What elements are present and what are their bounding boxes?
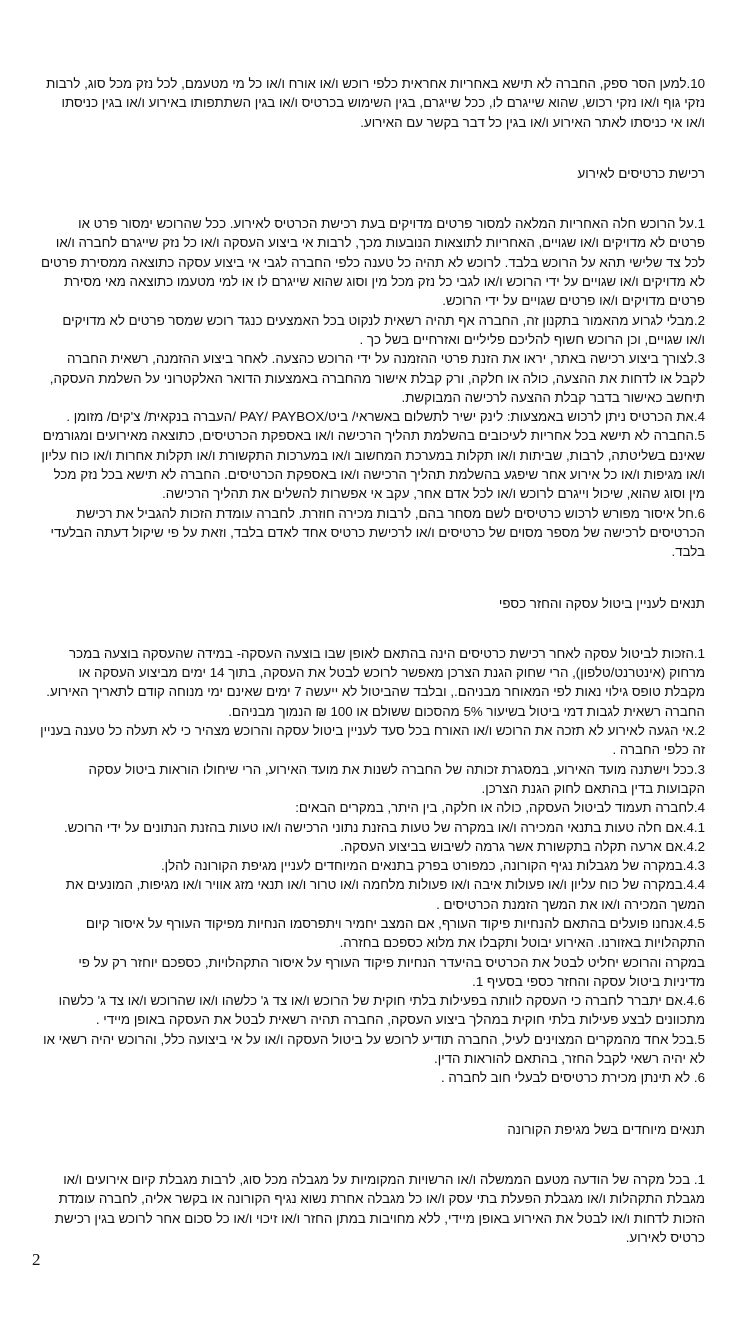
corona-clause-1: 1. בכל מקרה של הודעה מטעם הממשלה ו/או הרשויות המקומיות על מגבלה מכל סוג, לרבות מגבלת קיום אירועים ו/או מגבלת התקהלות ו/או מגבלת הפעלת בתי עסק ו/או כל מגבלה אחרת נשוא נגיף הקורונה או בקשר אליה, לחברה עומדת הזכות לדחות ו/או לבטל את האירוע באופן מיידי, ללא מחויבות במתן החזר ו/או זיכוי ו/או כל סכום אחר לרוכש בגין רכישת כרטיס לאירוע. (54, 1171, 705, 1245)
cancel-clause-4-5-note: במקרה והרוכש יחליט לבטל את הכרטיס בהיעדר הנחיות פיקוד העורף על איסור התקהלויות, כספכם יוחזר רק על פי מדיניות ביטול עסקה והחזר כספי בסעיף 1. (78, 954, 705, 989)
cancel-clause-4-4: 4.4.במקרה של כוח עליון ו/או פעולות איבה ו/או פעולות מלחמה ו/או טרור ו/או תנאי מזג אוויר ו/או מגיפות, המונעים את המשך המכירה ו/או את המשך הזמנת הכרטיסים . (65, 877, 705, 912)
cancel-clause-4-1: 4.1.אם חלה טעות בתנאי המכירה ו/או במקרה של טעות בהזנת נתוני הרכישה ו/או טעות בהזנת הנתונים על ידי הרוכש. (63, 819, 705, 835)
section-heading-cancellation-refund: תנאים לעניין ביטול עסקה והחזר כספי (498, 595, 705, 611)
cancel-clause-6: 6. לא תינתן מכירת כרטיסים לבעלי חוב לחברה . (440, 1070, 705, 1086)
cancel-clause-4: 4.לחברה תעמוד לביטול העסקה, כולה או חלקה, בין היתר, במקרים הבאים: (295, 800, 705, 816)
document-body (40, 74, 705, 1247)
cancel-clause-2: 2.אי הגעה לאירוע לא תזכה את הרוכש ו/או האורח בכל סעד לעניין ביטול עסקה והרוכש מצהיר כי לא תעלה כל טענה בעניין זה כלפי החברה . (40, 723, 705, 758)
section-heading-corona: תנאים מיוחדים בשל מגיפת הקורונה (507, 1121, 705, 1137)
cancel-clause-4-5: 4.5.אנחנו פועלים בהתאם להנחיות פיקוד העורף, אם המצב יחמיר ויתפרסמו הנחיות מפיקוד העורף על איסור קיום התקהלויות באזורנו. האירוע יבוטל ותקבלו את מלוא כספכם בחזרה. (85, 915, 705, 951)
cancel-clause-4-6: 4.6.אם יתברר לחברה כי העסקה לוותה בפעילות בלתי חוקית של הרוכש ו/או צד ג' כלשהו ו/או שהרוכש ו/או צד ג' כלשהו מתכוונים לבצע פעילות בלתי חוקית במהלך ביצוע העסקה, החברה תהיה רשאית לבטל את העסקה באופן מיידי . (58, 993, 705, 1028)
cancel-clause-1: 1.הזכות לביטול עסקה לאחר רכישת כרטיסים הינה בהתאם לאופן שבו בוצעה העסקה- במידה שהעסקה בוצעה במכר מרחוק (אינטרנט/טלפון), הרי שחוק הגנת הצרכן מאפשר לרוכש לבטל את העסקה, בתוך 14 ימים מביצוע העסקה או מקבלת טופס גילוי נאות לפי המאוחר מבניהם., ובלבד שהביטול לא ייעשה 7 ימים שאינם ימי מנוחה קודם לתאריך האירוע. החברה רשאית לגבות דמי ביטול בשיעור 5% מהסכום ששולם או 100 ₪ הנמוך מבניהם. (46, 645, 705, 719)
purchase-clause-1: 1.על הרוכש חלה האחריות המלאה למסור פרטים מדויקים בעת רכישת הכרטיס לאירוע. ככל שהרוכש ימסור פרט או פרטים לא מדויקים ו/או שגויים, האחריות לתוצאות הנובעות מכך, לרבות אי ביצוע העסקה ו/או כל נזק שייגרם לחברה ו/או לכל צד שלישי תהא על הרוכש בלבד. לרוכש לא תהיה כל טענה כלפי החברה לגבי אי ביצוע עסקה כתוצאה ממסירת פרטים לא מדויקים ו/או שגויים על ידי הרוכש ו/או לגבי כל נזק מכל מין וסוג שהוא שייגרם לו או למי מטעמו כתוצאה מאי מסירת פרטים מדויקים ו/או פרטים שגויים על ידי הרוכש. (40, 216, 705, 309)
purchase-clause-5: 5.החברה לא תישא בכל אחריות לעיכובים בהשלמת תהליך הרכישה ו/או באספקת הכרטיסים, כתוצאה מאירועים ומגורמים שאינם בשליטתה, לרבות, שביתות ו/או תקלות במערכת המחשוב ו/או במערכות התקשורת ו/או תקלות אחרות ו/או כוח עליון ו/או מגיפות ו/או כל אירוע אחר שיפגע בהשלמת תהליך הרכישה ו/או באספקת הכרטיסים. החברה לא תישא בכל נזק מכל מין וסוג שהוא, שיכול וייגרם לרוכש ו/או לכל אדם אחר, עקב אי אפשרות להשלים את תהליך הרכישה. (41, 428, 705, 502)
purchase-clause-4: 4.את הכרטיס ניתן לרכוש באמצעות: לינק ישיר לתשלום באשראי/ ביט/PAY/ PAYBOX /העברה בנקאית/ צ'קים/ מזומן . (66, 409, 705, 425)
cancel-clause-5: 5.בכל אחד מהמקרים המצוינים לעיל, החברה תודיע לרוכש על ביטול העסקה ו/או על אי ביצועה כלל, והרוכש יהיה רשאי או לא יהיה רשאי לקבל החזר, בהתאם להוראות הדין. (43, 1031, 705, 1067)
clause-10: 10.למען הסר ספק, החברה לא תישא באחריות אחראית כלפי רוכש ו/או אורח ו/או כל מי מטעמם, לכל נזק מכל סוג, לרבות נזקי גוף ו/או נזקי רכוש, שהוא שייגרם לו, ככל שייגרם, בגין השימוש בכרטיס ו/או בגין השתתפותו באירוע ו/או בגין כניסתו ו/או אי כניסתו לאתר האירוע ו/או בגין כל דבר בקשר עם האירוע. (46, 76, 705, 130)
purchase-clause-2: 2.מבלי לגרוע מהאמור בתקנון זה, החברה אף תהיה רשאית לנקוט בכל האמצעים כנגד רוכש שמסר פרטים לא מדויקים ו/או שגויים, וכן הרוכש חשוף להליכם פליליים ואזרחיים בשל כך . (62, 312, 705, 347)
section-heading-ticket-purchase: רכישת כרטיסים לאירוע (577, 165, 705, 181)
cancel-clause-4-3: 4.3.במקרה של מגבלות נגיף הקורונה, כמפורט בפרק בתנאים המיוחדים לעניין מגיפת הקורונה להלן. (160, 858, 705, 874)
cancel-clause-3: 3.ככל וישתנה מועד האירוע, במסגרת זכותה של החברה לשנות את מועד האירוע, הרי שיחולו הוראות ביטול עסקה הקבועות בדין בהתאם לחוק הגנת הצרכן. (88, 761, 705, 796)
cancel-clause-4-2: 4.2.אם ארעה תקלה בתקשורת אשר גרמה לשיבוש בביצוע העסקה. (340, 838, 705, 854)
page-number: 2 (32, 1250, 41, 1269)
purchase-clause-3: 3.לצורך ביצוע רכישה באתר, יראו את הזנת פרטי ההזמנה על ידי הרוכש כהצעה. לאחר ביצוע ההזמנה, רשאית החברה לקבל או לדחות את ההצעה, כולה או חלקה, ורק קבלת אישור מהחברה באמצעות הדואר האלקטרוני על השלמת העסקה, תיחשב כאישור בדבר קבלת ההצעה לרכישה המבוקשת. (49, 351, 705, 405)
purchase-clause-6: 6.חל איסור מפורש לרכוש כרטיסים לשם מסחר בהם, לרבות מכירה חוזרת. לחברה עומדת הזכות להגביל את רכישת הכרטיסים לרכישה של מספר מסוים של כרטיסים ו/או לרכישת כרטיס אחד לאדם בלבד, וזאת על פי שיקול דעתה הבלעדי בלבד. (50, 505, 705, 560)
